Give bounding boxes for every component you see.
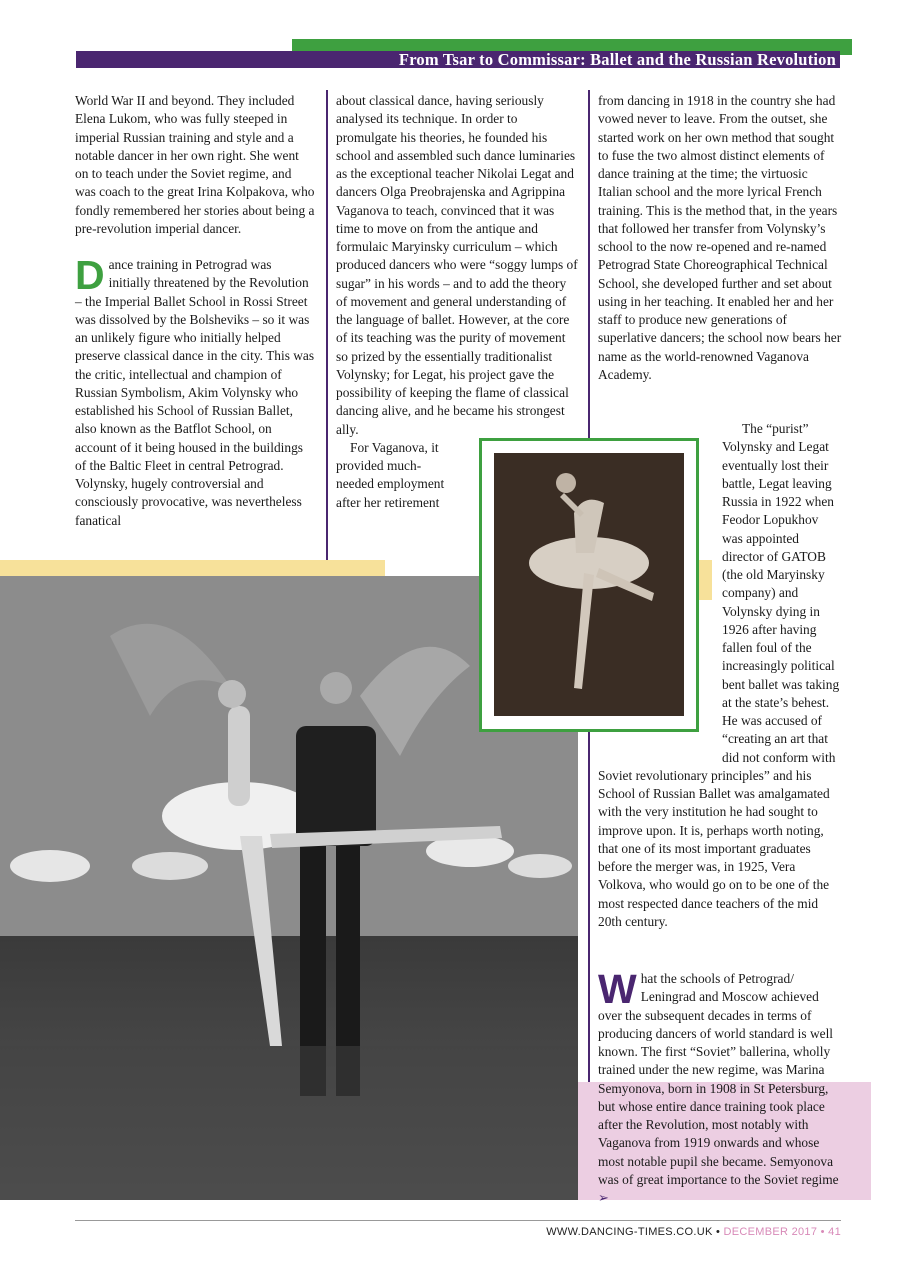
yellow-accent-band [0,560,385,576]
col3-paragraph-2: The “purist” Volynsky and Legat eventually lost their battle, Legat leaving Russia in 1922 when Feodor Lopukhov was appointed director of GATOB (the old Maryinsky company) and Volynsky dying in 1926 after having fallen foul of the increasingly political bent ballet was taking at the state’s behest. He was accused of “creating an art that did not conform with Soviet revolutionary principles” and his School of Russian Ballet was amalgamated with the very institution he had sought to improve upon. It is, perhaps worth noting, that one of its most important graduates before the merger was, in 1925, Vera Volkova, who would go on to be one of the most respected dance teachers of the mid 20th century. [598,421,840,929]
col1-paragraph-1: World War II and beyond. They included Elena Lukom, who was fully steeped in imperial Russian training and style and a notable dancer in her own right. She went on to teach under the Soviet regime, and was coach to the great Irina Kolpakova, who fondly remembered her stories about being a pre-revolution imperial dancer. [75,93,315,236]
footer-site: WWW.DANCING-TIMES.CO.UK [546,1226,713,1238]
column-3-lower [598,966,842,1208]
page-footer [546,1226,841,1238]
continue-arrow-icon: ➢ [598,1191,609,1206]
footer-issue: DECEMBER 2017 [723,1226,818,1238]
inset-ballerina-photo [494,453,684,716]
header-bar [76,51,840,68]
col2-paragraph-1: about classical dance, having seriously analysed its technique. In order to promulgate his theories, he founded his school and assembled such dance luminaries as the exceptional teacher Nikolai Legat and dancers Olga Preobrajenska and Agrippina Vaganova to teach, convinced that it was time to move on from the antique and formulaic Maryinsky curriculum – which produced dancers who were “soggy lumps of sugar” in his words – and to add the theory of movement and general understanding of the language of ballet. However, at the core of its teaching was the purity of movement so prized by the essentially traditionalist Volynsky; for Legat, his project gave the possibility of keeping the flame of classical dancing alive, and he became his strongest ally. [336,93,578,437]
column-1 [75,92,315,530]
footer-separator: • [715,1226,721,1238]
col2-paragraph-2: For Vaganova, it provided much-needed employment after her retirement [336,439,445,510]
page-title: From Tsar to Commissar: Ballet and the Russian Revolution [398,50,836,69]
footer-separator: • [820,1226,825,1238]
column-rule-2 [588,90,590,438]
page-number: 41 [828,1226,841,1238]
col1-paragraph-2: Dance training in Petrograd was initially threatened by the Revolution – the Imperial Ballet School in Rossi Street was dissolved by the Bolsheviks – so it was an unlikely figure who initially helped preserve classical dance in the city. This was the critic, intellectual and champion of Russian Symbolism, Akim Volynsky who established his School of Russian Ballet, also known as the Batflot School, on account of it being housed in the buildings of the Baltic Fleet in central Petrograd. Volynsky, hugely controversial and consciously provocative, was nevertheless fanatical [75,252,315,528]
ballerina-illustration [494,453,684,716]
col3-paragraph-3: What the schools of Petrograd/ Leningrad and Moscow achieved over the subsequent decades in terms of producing dancers of world standard is well known. The first “Soviet” ballerina, wholly trained under the new regime, was Marina Semyonova, born in 1908 in St Petersburg, but whose entire dance training took place after the Revolution, most notably with Vaganova from 1919 onwards and whose most notable pupil she became. Semyonova was of great importance to the Soviet regime ➢ [598,966,839,1206]
column-rule-1 [326,90,328,560]
drop-cap-w: W [598,966,637,1012]
footer-rule [75,1220,841,1221]
drop-cap-d: D [75,252,105,298]
col3-paragraph-1: from dancing in 1918 in the country she had vowed never to leave. From the outset, she started work on her own method that sought to fuse the two almost distinct elements of dance training at the time; the virtuosic Italian school and the more lyrical French training. This is the method that, in the years that followed her transfer from Volynsky’s school to the now re-opened and re-named Petrograd State Choreographical Technical School, she developed further and set about using in her teaching. It enabled her and her staff to produce new generations of superlative dancers; the school now bears her name as the world-renowned Vaganova Academy. [598,93,842,382]
column-3 [598,92,842,384]
